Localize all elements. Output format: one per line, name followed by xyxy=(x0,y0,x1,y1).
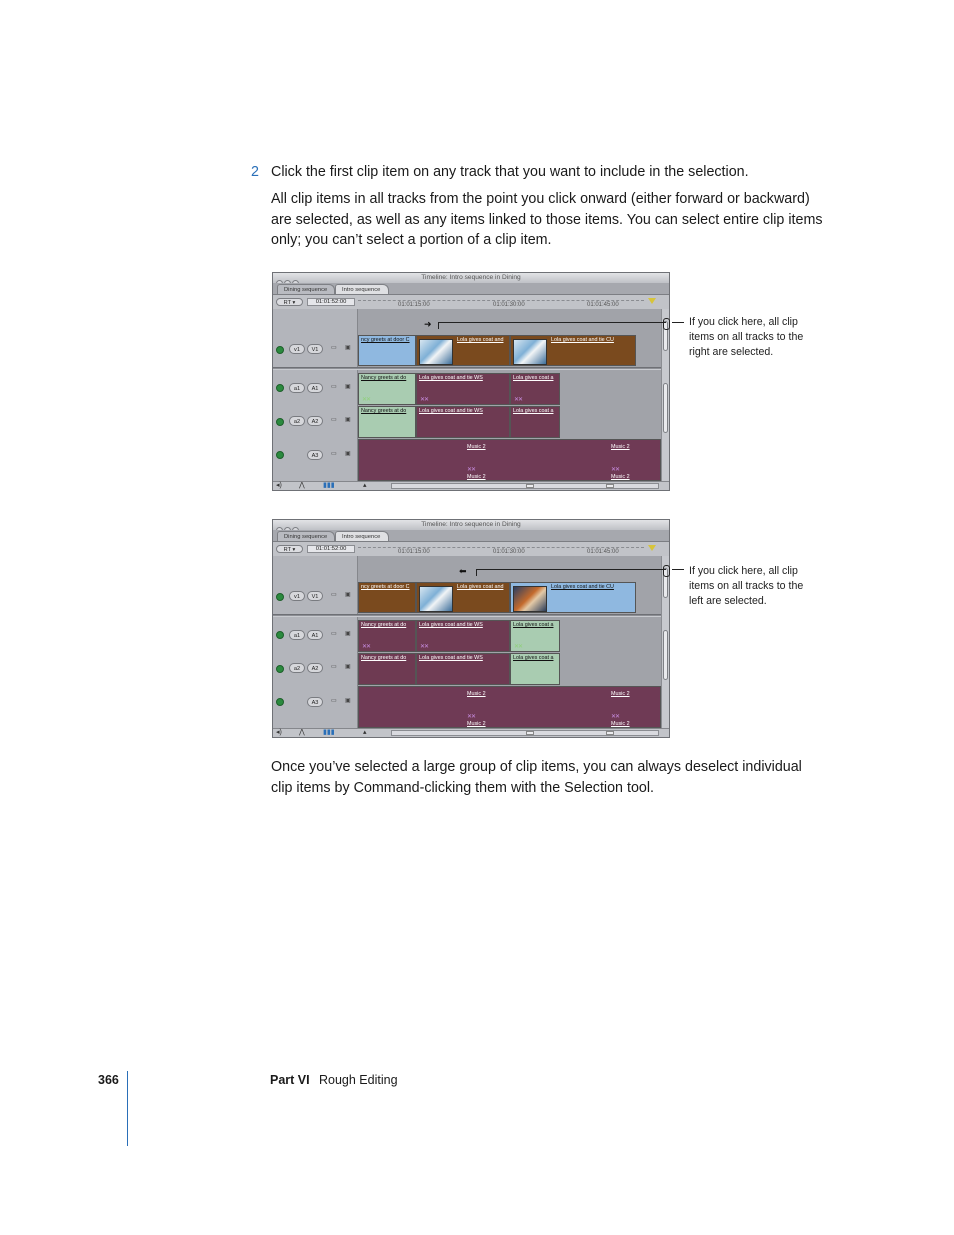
clip-label: Nancy greets at do xyxy=(361,622,407,628)
lock-icon[interactable]: ▭ xyxy=(331,631,337,637)
timeline-window-2 xyxy=(272,519,670,738)
link-marker-icon: ✕✕ xyxy=(514,397,523,403)
video-clip[interactable] xyxy=(358,335,416,366)
scroll-thumb-audio[interactable] xyxy=(663,383,668,433)
audio-clip[interactable] xyxy=(416,653,510,685)
link-icon[interactable]: ▣ xyxy=(345,664,351,670)
timeline-bottom-bar xyxy=(273,728,669,738)
callout-leader-line xyxy=(476,569,666,570)
video-clip[interactable] xyxy=(358,582,416,613)
clip-thumbnail xyxy=(513,586,547,612)
clip-label: Lola gives coat and tie CU xyxy=(551,584,614,590)
track-audible-icon[interactable] xyxy=(276,698,284,706)
clip-label: Music 2 xyxy=(467,721,486,727)
link-marker-icon: ✕✕ xyxy=(611,714,620,720)
audio-clip[interactable] xyxy=(510,653,560,685)
clip-label: Lola gives coat and tie CU xyxy=(551,337,614,343)
timeline-ruler[interactable] xyxy=(273,542,669,556)
track-area[interactable] xyxy=(358,556,661,728)
dest-a2-button[interactable]: A2 xyxy=(307,663,323,673)
track-forward-cursor-icon: ➜ xyxy=(424,319,432,329)
track-audible-icon[interactable] xyxy=(276,418,284,426)
link-marker-icon: ✕✕ xyxy=(420,397,429,403)
source-a2-button[interactable]: a2 xyxy=(289,416,305,426)
link-marker-icon: ✕✕ xyxy=(514,644,523,650)
clip-label: Music 2 xyxy=(611,691,630,697)
clip-thumbnail xyxy=(419,339,453,365)
footer-chapter: Rough Editing xyxy=(319,1073,398,1087)
audio-clip[interactable] xyxy=(510,373,560,405)
clip-label: Lola gives coat and tie WS xyxy=(419,622,483,628)
link-marker-icon: ✕✕ xyxy=(362,397,371,403)
callout-target-marker xyxy=(663,318,670,330)
window-title: Timeline: Intro sequence in Dining xyxy=(421,274,521,281)
source-a1-button[interactable]: a1 xyxy=(289,383,305,393)
dest-a2-button[interactable]: A2 xyxy=(307,416,323,426)
tab-dining-sequence[interactable]: Dining sequence xyxy=(277,284,335,294)
page-number: 366 xyxy=(98,1073,119,1087)
callout-leader-line xyxy=(672,569,684,570)
lock-icon[interactable]: ▭ xyxy=(331,592,337,598)
link-marker-icon: ✕✕ xyxy=(467,467,476,473)
sequence-tabs xyxy=(273,530,669,542)
audio-clip[interactable] xyxy=(510,620,560,652)
audio-controls-icon[interactable]: ◂) xyxy=(276,482,282,489)
clip-label: Lola gives coat a xyxy=(513,655,554,661)
tab-intro-sequence[interactable]: Intro sequence xyxy=(335,284,389,294)
dest-v1-button[interactable]: V1 xyxy=(307,591,323,601)
zoom-handle-right[interactable] xyxy=(606,484,614,488)
source-v1-button[interactable]: v1 xyxy=(289,591,305,601)
ruler-label: 01:01:45:00 xyxy=(587,549,619,555)
video-clip[interactable] xyxy=(416,335,510,366)
zoom-slider-icon[interactable]: ▴ xyxy=(363,729,367,736)
rt-popup-button[interactable]: RT ▾ xyxy=(276,298,303,306)
clip-label: ncy greets at door C xyxy=(361,337,410,343)
link-marker-icon: ✕✕ xyxy=(362,644,371,650)
source-v1-button[interactable]: v1 xyxy=(289,344,305,354)
clip-label: Lola gives coat a xyxy=(513,375,554,381)
track-height-icon[interactable]: ▮▮▮ xyxy=(323,482,335,489)
link-icon[interactable]: ▣ xyxy=(345,345,351,351)
track-area[interactable] xyxy=(358,309,661,481)
track-header-a2 xyxy=(273,406,357,438)
audio-clip[interactable] xyxy=(510,406,560,438)
track-audible-icon[interactable] xyxy=(276,665,284,673)
clip-label: Lola gives coat a xyxy=(513,622,554,628)
lock-icon[interactable]: ▭ xyxy=(331,698,337,704)
link-icon[interactable]: ▣ xyxy=(345,698,351,704)
ruler-label: 01:01:15:00 xyxy=(398,302,430,308)
timecode-field[interactable]: 01:01:52:00 xyxy=(307,545,355,553)
lock-icon[interactable]: ▭ xyxy=(331,384,337,390)
track-header-a1 xyxy=(273,621,357,651)
clip-label: Lola gives coat a xyxy=(513,408,554,414)
clip-label: Music 2 xyxy=(467,474,486,480)
link-icon[interactable]: ▣ xyxy=(345,631,351,637)
vertical-scrollbar[interactable] xyxy=(661,309,670,481)
link-icon[interactable]: ▣ xyxy=(345,384,351,390)
clip-label: Nancy greets at do xyxy=(361,655,407,661)
clip-label: Lola gives coat and tie WS xyxy=(419,375,483,381)
timeline-bottom-bar xyxy=(273,481,669,491)
clip-label: Nancy greets at do xyxy=(361,408,407,414)
link-marker-icon: ✕✕ xyxy=(467,714,476,720)
callout-leader-line xyxy=(438,322,666,323)
track-headers xyxy=(273,556,358,728)
dest-v1-button[interactable]: V1 xyxy=(307,344,323,354)
track-headers xyxy=(273,309,358,481)
track-header-v1 xyxy=(273,583,357,611)
clip-label: ncy greets at door C xyxy=(361,584,410,590)
step-explanation: All clip items in all tracks from the point you click onward (either forward or backward) are selected, as well as any items linked to those items. You can select entire clip items only; you can’t select a portion of a clip item. xyxy=(271,191,823,248)
clip-thumbnail xyxy=(419,586,453,612)
dest-a3-button[interactable]: A3 xyxy=(307,450,323,460)
music-clip[interactable] xyxy=(358,439,661,481)
zoom-handle-left[interactable] xyxy=(526,484,534,488)
clip-label: Nancy greets at do xyxy=(361,375,407,381)
zoom-handle-right[interactable] xyxy=(606,731,614,735)
clip-label: Lola gives coat and tie WS xyxy=(419,655,483,661)
step-instruction: Click the first clip item on any track that you want to include in the selection. xyxy=(271,164,749,180)
callout-leader-line xyxy=(476,569,477,576)
horizontal-scrollbar[interactable] xyxy=(391,730,659,736)
zoom-handle-left[interactable] xyxy=(526,731,534,735)
footer-part: Part VI xyxy=(270,1073,310,1087)
clip-label: Music 2 xyxy=(611,721,630,727)
track-header-a3 xyxy=(273,440,357,474)
source-a2-button[interactable]: a2 xyxy=(289,663,305,673)
horizontal-scrollbar[interactable] xyxy=(391,483,659,489)
ruler-label: 01:01:45:00 xyxy=(587,302,619,308)
tab-intro-sequence[interactable]: Intro sequence xyxy=(335,531,389,541)
source-a1-button[interactable]: a1 xyxy=(289,630,305,640)
clip-overlays-icon[interactable]: ⋀ xyxy=(299,482,305,489)
rt-popup-button[interactable]: RT ▾ xyxy=(276,545,303,553)
clip-label: Music 2 xyxy=(467,691,486,697)
dest-a3-button[interactable]: A3 xyxy=(307,697,323,707)
clip-label: Music 2 xyxy=(611,444,630,450)
audio-clip[interactable] xyxy=(416,620,510,652)
closing-paragraph: Once you’ve selected a large group of clip items, you can always deselect individual clip items by Command-clicking them with the Selection tool. xyxy=(271,759,802,796)
dest-a1-button[interactable]: A1 xyxy=(307,630,323,640)
link-marker-icon: ✕✕ xyxy=(420,644,429,650)
audio-controls-icon[interactable]: ◂) xyxy=(276,729,282,736)
track-audible-icon[interactable] xyxy=(276,631,284,639)
clip-label: Music 2 xyxy=(467,444,486,450)
audio-clip[interactable] xyxy=(416,373,510,405)
video-audio-divider[interactable] xyxy=(273,614,669,617)
tab-dining-sequence[interactable]: Dining sequence xyxy=(277,531,335,541)
ruler-label: 01:01:30:00 xyxy=(493,302,525,308)
link-icon[interactable]: ▣ xyxy=(345,417,351,423)
video-clip[interactable] xyxy=(510,582,636,613)
clip-thumbnail xyxy=(513,339,547,365)
lock-icon[interactable]: ▭ xyxy=(331,417,337,423)
clip-label: Lola gives coat and xyxy=(457,584,504,590)
track-audible-icon[interactable] xyxy=(276,384,284,392)
timeline-ruler[interactable] xyxy=(273,295,669,309)
audio-clip[interactable] xyxy=(358,406,416,438)
callout-leader-line xyxy=(438,322,439,329)
track-backward-cursor-icon: ⬅ xyxy=(459,566,467,576)
link-marker-icon: ✕✕ xyxy=(611,467,620,473)
video-audio-divider[interactable] xyxy=(273,367,669,370)
track-audible-icon[interactable] xyxy=(276,451,284,459)
audio-clip[interactable] xyxy=(358,373,416,405)
audio-clip[interactable] xyxy=(416,406,510,438)
vertical-scrollbar[interactable] xyxy=(661,556,670,728)
footer-rule xyxy=(127,1071,128,1146)
lock-icon[interactable]: ▭ xyxy=(331,664,337,670)
in-point-marker-icon[interactable] xyxy=(648,545,656,551)
zoom-slider-icon[interactable]: ▴ xyxy=(363,482,367,489)
sequence-tabs xyxy=(273,283,669,295)
in-point-marker-icon[interactable] xyxy=(648,298,656,304)
callout-target-marker xyxy=(663,565,670,577)
ruler-label: 01:01:15:00 xyxy=(398,549,430,555)
video-clip[interactable] xyxy=(416,582,510,613)
link-icon[interactable]: ▣ xyxy=(345,451,351,457)
audio-clip[interactable] xyxy=(358,653,416,685)
clip-label: Music 2 xyxy=(611,474,630,480)
clip-label: Lola gives coat and tie WS xyxy=(419,408,483,414)
track-visibility-icon[interactable] xyxy=(276,593,284,601)
timeline-window-1 xyxy=(272,272,670,491)
window-title: Timeline: Intro sequence in Dining xyxy=(421,521,521,528)
track-header-a2 xyxy=(273,653,357,685)
dest-a1-button[interactable]: A1 xyxy=(307,383,323,393)
music-clip[interactable] xyxy=(358,686,661,728)
audio-clip[interactable] xyxy=(358,620,416,652)
scroll-thumb-audio[interactable] xyxy=(663,630,668,680)
step-number: 2 xyxy=(251,164,259,180)
callout-leader-line xyxy=(672,322,684,323)
track-header-v1 xyxy=(273,336,357,364)
lock-icon[interactable]: ▭ xyxy=(331,451,337,457)
callout-text-2: If you click here, all clip items on all tracks to the left are selected. xyxy=(689,565,804,607)
track-visibility-icon[interactable] xyxy=(276,346,284,354)
link-icon[interactable]: ▣ xyxy=(345,592,351,598)
clip-overlays-icon[interactable]: ⋀ xyxy=(299,729,305,736)
video-clip[interactable] xyxy=(510,335,636,366)
track-header-a3 xyxy=(273,687,357,721)
callout-text-1: If you click here, all clip items on all tracks to the right are selected. xyxy=(689,316,804,358)
ruler-label: 01:01:30:00 xyxy=(493,549,525,555)
clip-label: Lola gives coat and xyxy=(457,337,504,343)
lock-icon[interactable]: ▭ xyxy=(331,345,337,351)
track-height-icon[interactable]: ▮▮▮ xyxy=(323,729,335,736)
timecode-field[interactable]: 01:01:52:00 xyxy=(307,298,355,306)
track-header-a1 xyxy=(273,374,357,404)
